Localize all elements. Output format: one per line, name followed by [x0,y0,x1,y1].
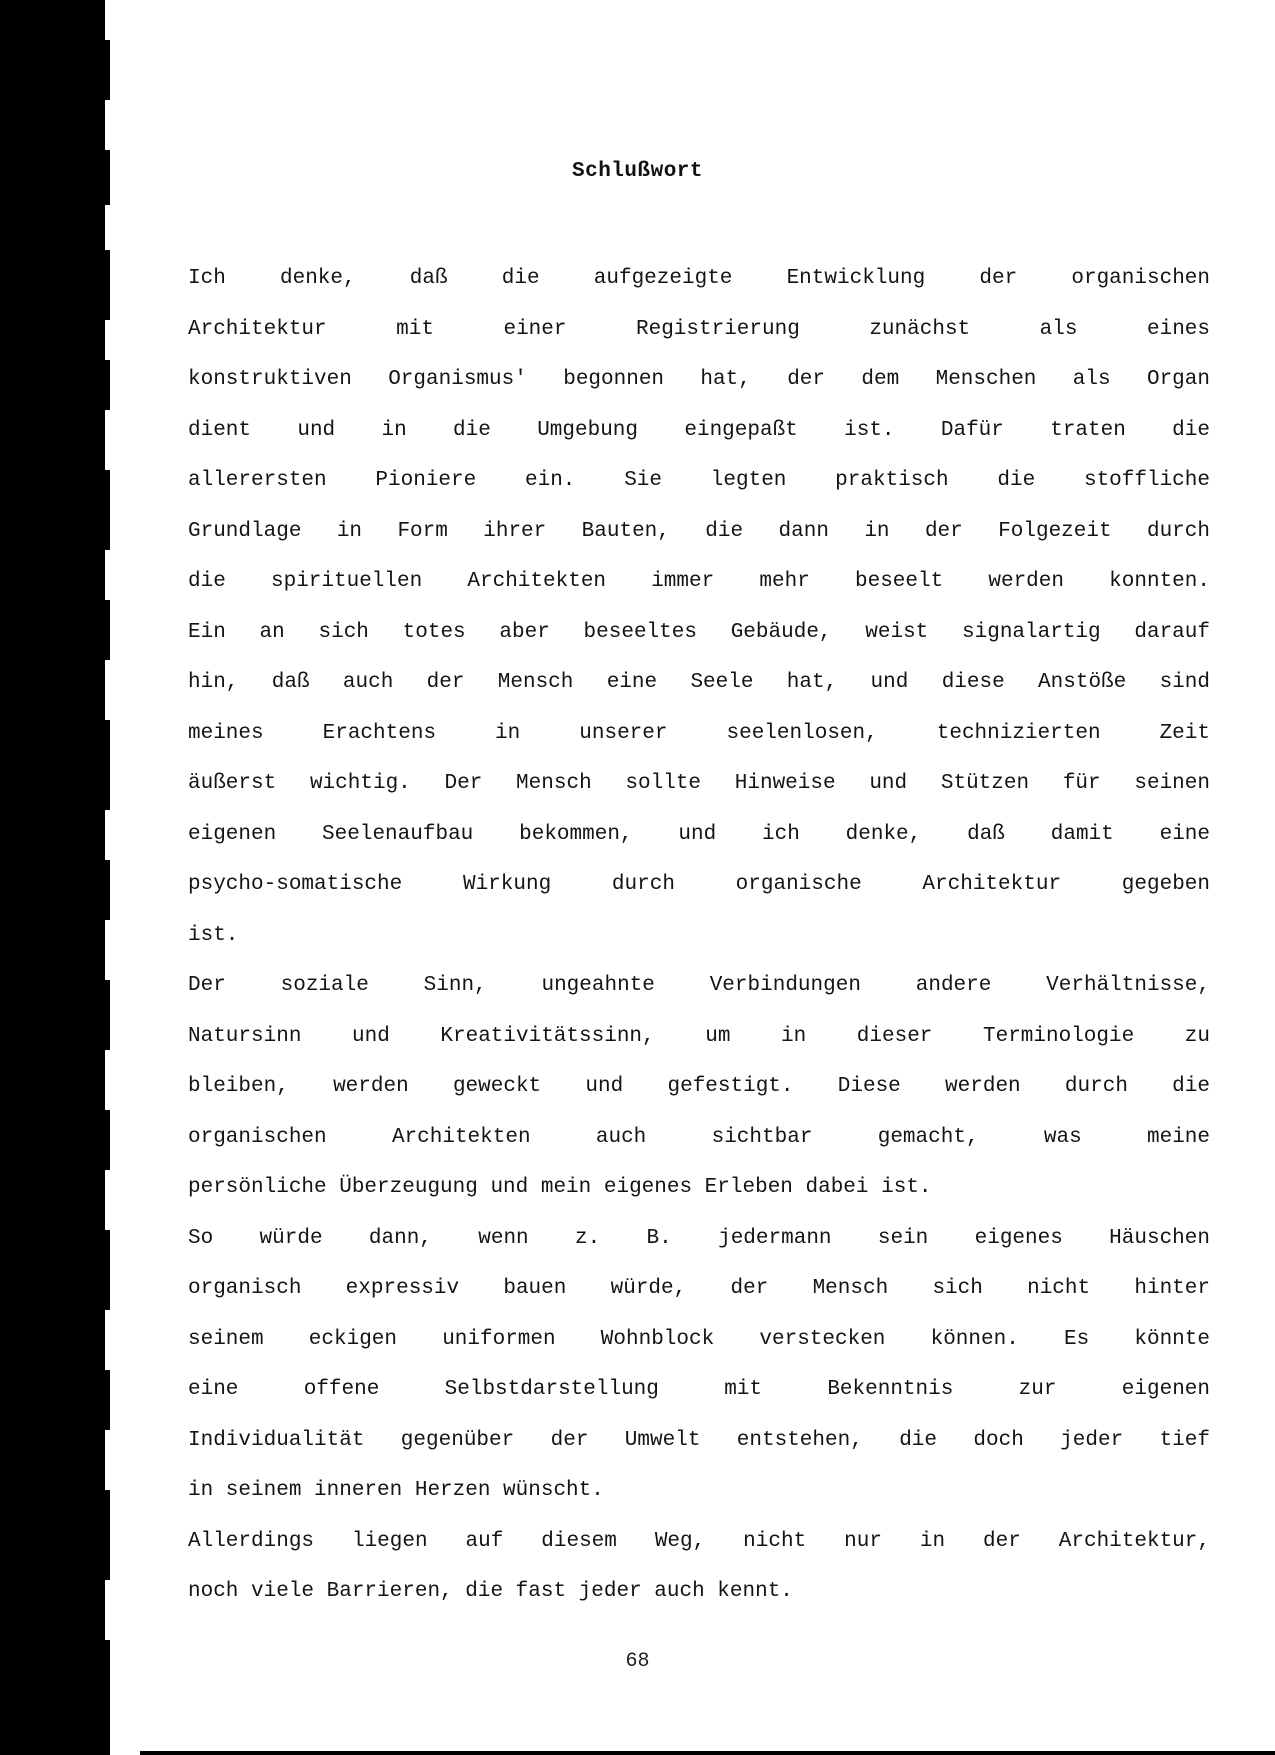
text-line: persönliche Überzeugung und mein eigenes Erleben dabei ist. [188,1176,932,1199]
text-line: organischen Architekten auch sichtbar gemacht, was meine [188,1125,1210,1149]
text-line: bleiben, werden geweckt und gefestigt. Diese werden durch die [188,1075,1210,1098]
text-line: organisch expressiv bauen würde, der Mensch sich nicht hinter [188,1277,1210,1300]
text-line: äußerst wichtig. Der Mensch sollte Hinweise und Stützen für seinen [188,772,1210,795]
paragraph [188,254,1210,961]
scan-edge-left [0,0,105,1755]
text-line: ist. [188,923,239,947]
text-line: Ein an sich totes aber beseeltes Gebäude, weist signalartig darauf [188,620,1210,644]
page-title: Schlußwort [571,160,704,183]
text-line: Grundlage in Form ihrer Bauten, die dann in der Folgezeit durch [188,519,1210,543]
text-line: seinem eckigen uniformen Wohnblock verstecken können. Es könnte [188,1327,1210,1351]
text-line: in seinem inneren Herzen wünscht. [188,1479,604,1502]
text-line: hin, daß auch der Mensch eine Seele hat, und diese Anstöße sind [188,671,1210,694]
text-line: Ich denke, daß die aufgezeigte Entwicklung der organischen [188,267,1210,290]
text-line: Der soziale Sinn, ungeahnte Verbindungen andere Verhältnisse, [188,974,1210,997]
text-line: eine offene Selbstdarstellung mit Bekenntnis zur eigenen [188,1378,1210,1401]
text-line: psycho-somatische Wirkung durch organische Architektur gegeben [188,873,1210,896]
body-text [188,254,1210,1618]
text-line: meines Erachtens in unserer seelenlosen, technizierten Zeit [188,721,1210,745]
paragraph [188,961,1210,1214]
text-line: eigenen Seelenaufbau bekommen, und ich denke, daß damit eine [188,822,1210,846]
text-line: Allerdings liegen auf diesem Weg, nicht nur in der Architektur, [188,1529,1210,1553]
text-line: So würde dann, wenn z. B. jedermann sein eigenes Häuschen [188,1226,1210,1250]
paragraph [188,1214,1210,1517]
text-line: noch viele Barrieren, die fast jeder auch kennt. [188,1580,793,1603]
paragraph [188,1517,1210,1618]
text-line: Natursinn und Kreativitätssinn, um in dieser Terminologie zu [188,1024,1210,1048]
text-line: Architektur mit einer Registrierung zunächst als eines [188,317,1210,341]
text-line: Individualität gegenüber der Umwelt entstehen, die doch jeder tief [188,1428,1210,1452]
scan-edge-bottom [140,1751,1275,1755]
text-line: die spirituellen Architekten immer mehr beseelt werden konnten. [188,570,1210,593]
text-line: allerersten Pioniere ein. Sie legten praktisch die stoffliche [188,469,1210,492]
text-line: dient und in die Umgebung eingepaßt ist. Dafür traten die [188,418,1210,442]
text-line: konstruktiven Organismus' begonnen hat, der dem Menschen als Organ [188,368,1210,391]
page-number: 68 [625,1650,650,1673]
